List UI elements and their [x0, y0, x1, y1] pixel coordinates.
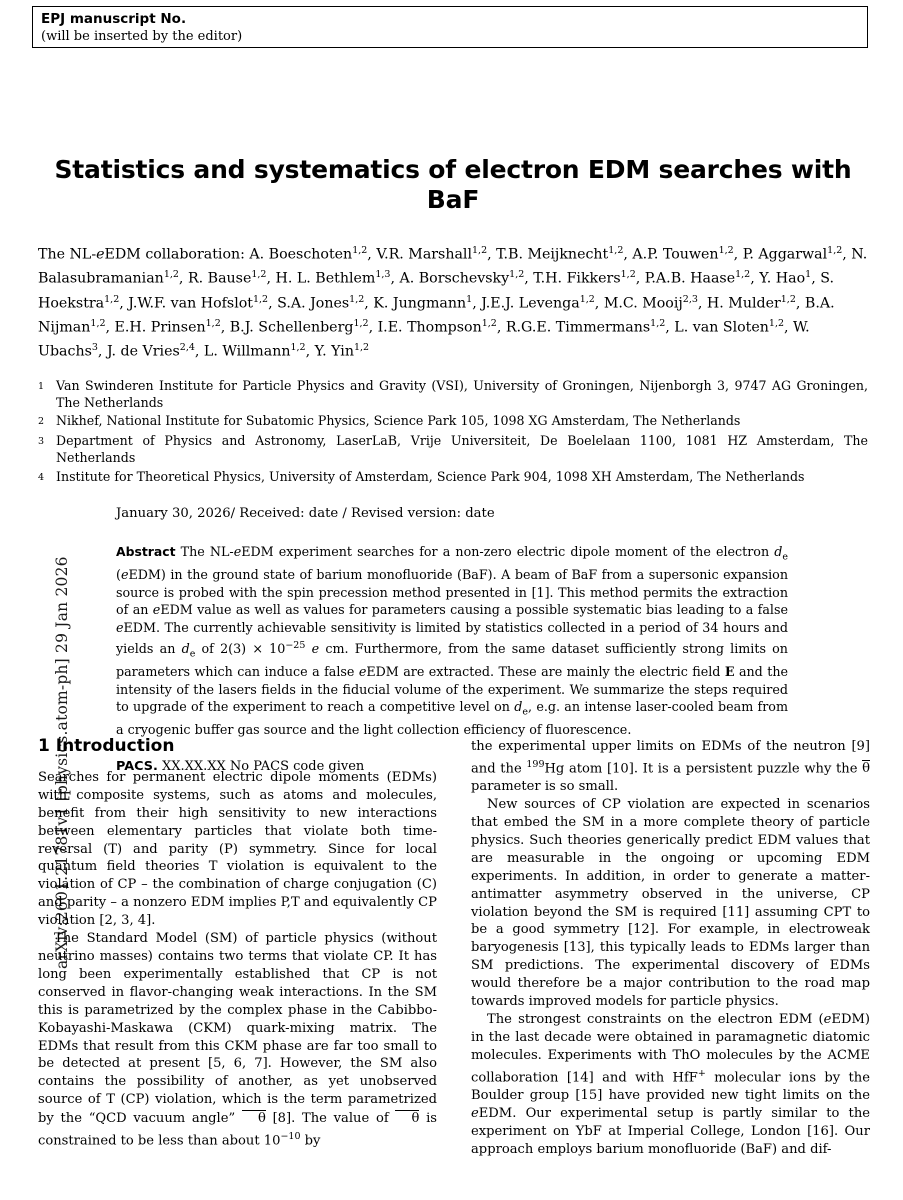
pacs-label: PACS. — [116, 758, 158, 774]
affiliation-item — [38, 412, 868, 430]
arxiv-identifier-stamp: arXiv:2601.21781v1 [physics.atom-ph] 29 Jan 2026 — [53, 556, 71, 969]
column-right — [471, 738, 870, 1159]
column-left — [38, 738, 437, 1159]
affiliation-text: Department of Physics and Astronomy, LaserLaB, Vrije Universiteit, De Boelelaan 1100, 1081 HZ Amsterdam, The Netherlands — [56, 432, 868, 466]
affiliation-item — [38, 432, 868, 467]
paragraph: the experimental upper limits on EDMs of the neutron [9] and the $^{199}$Hg atom [10]. It is a persistent puzzle why the θ parameter is so small. — [471, 739, 871, 795]
affiliation-number: 2 — [38, 416, 45, 428]
paragraph: The Standard Model (SM) of particle physics (without neutrino masses) contains two terms that violate CP. It has long been experimentally established that CP is not conserved in flavor-changing weak interactions. In the SM this is parametrized by the complex phase in the Cabibbo-Kobayashi-Maskawa (CKM) quark-mixing matrix. The EDMs that result from this CKM phase are far too small to be detected at present [5, 6, 7]. However, the SM also contains the possibility of another, as yet unobserved source of T (CP) violation, which is the term parametrized by the “QCD vacuum angle” θ [8]. The value of θ is constrained to be less than about $10^{-10}$ by — [38, 931, 437, 1149]
submission-dateline: January 30, 2026/ Received: date / Revised version: date — [116, 506, 495, 522]
paragraph: The strongest constraints on the electron EDM (eEDM) in the last decade were obtained in paramagnetic diatomic molecules. Experiments with ThO molecules by the ACME collaboration [14] and with HfF+ molecular ions by the Boulder group [15] have provided new tight limits on the eEDM. Our experimental setup is partly similar to the experiment on YbF at Imperial College, London [16]. Our approach employs barium monofluoride (BaF) and dif- — [471, 1011, 870, 1157]
author-list: The NL-eEDM collaboration: A. Boeschoten$^{1,2}$, V.R. Marshall$^{1,2}$, T.B. Meijknecht$^{1,2}$, A.P. Touwen$^{1,2}$, P. Aggarwal$^{1,2}$, N. Balasubramanian$^{1,2}$, R. Bause$^{1,2}$, H. L. Bethlem$^{1,3}$, A. Borschevsky$^{1,2}$, T.H. Fikkers$^{1,2}$, P.A.B. Haase$^{1,2}$, Y. Hao$^1$, S. Hoekstra$^{1,2}$, J.W.F. van Hofslot$^{1,2}$, S.A. Jones$^{1,2}$, K. Jungmann$^1$, J.E.J. Levenga$^{1,2}$, M.C. Mooij$^{2,3}$, H. Mulder$^{1,2}$, B.A. Nijman$^{1,2}$, E.H. Prinsen$^{1,2}$, B.J. Schellenberg$^{1,2}$, I.E. Thompson$^{1,2}$, R.G.E. Timmermans$^{1,2}$, L. van Sloten$^{1,2}$, W. Ubachs$^3$, J. de Vries$^{2,4}$, L. Willmann$^{1,2}$, Y. Yin$^{1,2}$ — [38, 245, 868, 361]
pacs-text: XX.XX.XX No PACS code given — [161, 758, 365, 774]
affiliation-number: 3 — [38, 435, 45, 447]
section-heading-introduction: 1 Introduction — [38, 736, 175, 756]
affiliation-text: Nikhef, National Institute for Subatomic Physics, Science Park 105, 1098 XG Amsterdam, The Netherlands — [56, 413, 741, 429]
affiliation-number: 4 — [38, 471, 45, 483]
journal-header-box — [32, 6, 868, 48]
paragraph: Searches for permanent electric dipole moments (EDMs) with composite systems, such as atoms and molecules, benefit from their high sensitivity to new interactions between elementary particles that violate both time-reversal (T) and parity (P) symmetry. Since for local quantum field theories T violation is equivalent to the violation of CP – the combination of charge conjugation (C) and parity – a nonzero EDM implies P,T and equivalently CP violation [2, 3, 4]. — [38, 769, 437, 929]
affiliation-text: Van Swinderen Institute for Particle Physics and Gravity (VSI), University of Groningen, Nijenborgh 3, 9747 AG Groningen, The Netherlands — [56, 377, 868, 411]
journal-editor-note: (will be inserted by the editor) — [41, 29, 243, 44]
affiliation-text: Institute for Theoretical Physics, University of Amsterdam, Science Park 904, 1098 XH Amsterdam, The Netherlands — [56, 468, 805, 484]
affiliation-list — [38, 377, 868, 486]
abstract-label: Abstract — [116, 544, 176, 560]
abstract-text: The NL-eEDM experiment searches for a non-zero electric dipole moment of the electron $d_e$ (eEDM) in the ground state of barium monofluoride (BaF). A beam of BaF from a supersonic expansion source is probed with the spin precession method presented in [1]. This method permits the extraction of an eEDM value as well as values for parameters causing a possible systematic bias leading to a false eEDM. The currently achievable sensitivity is limited by statistics collected in a period of 34 hours and yields an $d_e$ of $2(3) \times 10^{-25}$ e cm. Furthermore, from the same dataset sufficiently strong limits on parameters which can induce a false eEDM are extracted. These are mainly the electric field E and the intensity of the lasers fields in the fiducial volume of the experiment. We summarize the steps required to upgrade of the experiment to reach a competitive level on $d_e$, e.g. an intense laser-cooled beam from a cryogenic buffer gas source and the light collection efficiency of fluorescence. — [116, 544, 789, 738]
page-title: Statistics and systematics of electron EDM searches with BaF — [54, 155, 852, 214]
journal-manuscript-label: EPJ manuscript No. — [41, 11, 187, 27]
body-two-column-layout — [38, 738, 870, 1159]
paragraph: New sources of CP violation are expected in scenarios that embed the SM in a more complete theory of particle physics. Such theories generically predict EDM values that are measurable in the ongoing or upcoming EDM experiments. In addition, in order to generate a matter-antimatter asymmetry observed in the universe, CP violation beyond the SM is required [11] assuming CPT to be a good symmetry [12]. For example, in electroweak baryogenesis [13], this typically leads to EDMs larger than SM predictions. The experimental discovery of EDMs would therefore be a major contribution to the road map towards improved models for particle physics. — [471, 797, 870, 1010]
abstract-block — [116, 543, 788, 739]
affiliation-item — [38, 468, 868, 486]
affiliation-number: 1 — [38, 380, 45, 392]
affiliation-item — [38, 377, 868, 412]
paper-front-matter — [38, 155, 868, 774]
